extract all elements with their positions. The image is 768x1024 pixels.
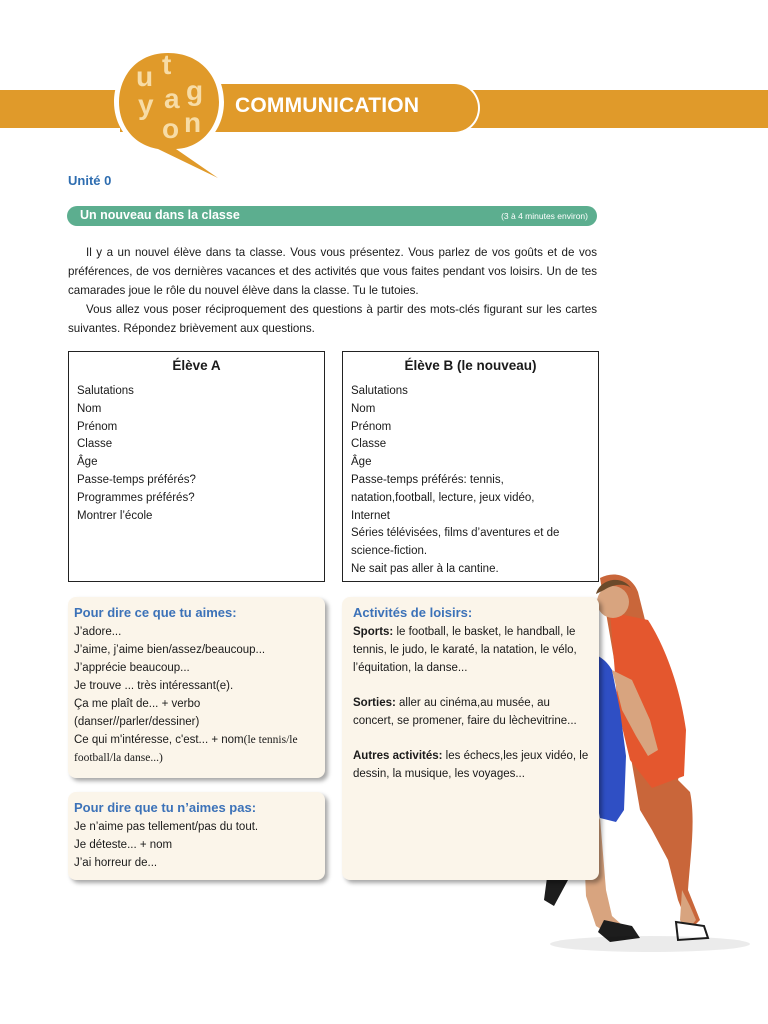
card-b-item: natation,football, lecture, jeux vidéo, — [351, 491, 535, 504]
card-b-item: Salutations — [351, 385, 408, 397]
likes-line-prefix: Ce qui m'intéresse, c'est... + nom — [74, 734, 244, 746]
logo-letter: t — [162, 49, 172, 80]
card-a-item: Salutations — [77, 385, 134, 397]
card-b-item: Passe-temps préférés: tennis, — [351, 473, 504, 486]
likes-line: (danser//parler/dessiner) — [74, 716, 200, 728]
section-title: Un nouveau dans la classe — [80, 208, 240, 222]
card-b-item: Prénom — [351, 420, 392, 433]
likes-line: Ça me plaît de... + verbo — [74, 698, 201, 710]
likes-line — [74, 731, 319, 749]
likes-box — [68, 597, 325, 778]
card-b-item: Âge — [351, 456, 372, 469]
card-a-item: Nom — [77, 402, 102, 415]
leisure-title: Activités de loisirs: — [353, 605, 473, 620]
leisure-outings-label: Sorties: — [353, 697, 396, 709]
intro-paragraph-1: Il y a un nouvel élève dans ta classe. Vous vous présentez. Vous parlez de vos goûts et de vos préférences, de vos dernières vacances et des activités que vous faites pendant vos loisirs. Un de tes camarades joue le rôle du nouvel élève dans la classe. Tu le tutoies. — [68, 246, 597, 297]
leisure-box — [342, 597, 599, 880]
card-a-item: Âge — [77, 456, 98, 469]
leisure-outings-text: aller au cinéma,au musée, au concert, se promener, faire du lèchevitrine... — [353, 697, 577, 727]
leisure-outings — [353, 694, 593, 730]
dislikes-line: Je n’aime pas tellement/pas du tout. — [74, 821, 259, 833]
leisure-sports — [353, 623, 593, 677]
dislikes-line: J’ai horreur de... — [74, 857, 158, 869]
card-b-item: Nom — [351, 402, 376, 415]
leisure-other-text: les échecs,les jeux vidéo, le dessin, la musique, les voyages... — [353, 750, 589, 780]
dislikes-box — [68, 792, 325, 880]
card-a-item: Passe-temps préférés? — [77, 473, 196, 486]
card-student-a — [68, 351, 325, 582]
leisure-other-label: Autres activités: — [353, 750, 443, 762]
card-b-title: Élève B (le nouveau) — [404, 358, 537, 373]
card-b-item: Internet — [351, 509, 390, 522]
leisure-other — [353, 747, 593, 783]
logo-letter: o — [162, 113, 180, 144]
card-b-item: Classe — [351, 438, 387, 451]
card-a-title: Élève A — [172, 358, 221, 373]
intro-text — [68, 243, 597, 338]
card-a-item: Prénom — [77, 420, 118, 433]
card-b-item: Séries télévisées, films d’aventures et de — [351, 527, 560, 540]
likes-line: J’aime, j’aime bien/assez/beaucoup... — [74, 644, 266, 656]
card-a-item: Programmes préférés? — [77, 491, 195, 504]
dislikes-line: Je déteste... + nom — [74, 839, 173, 851]
logo-letter: a — [164, 83, 180, 114]
likes-title: Pour dire ce que tu aimes: — [74, 605, 237, 620]
likes-line: J’adore... — [74, 626, 122, 638]
unit-label: Unité 0 — [68, 173, 112, 188]
card-student-b — [342, 351, 599, 582]
likes-line-suffix: (le tennis/le — [243, 734, 298, 746]
intro-paragraph-2: Vous allez vous poser réciproquement des questions à partir des mots-clés figurant sur les cartes suivantes. Répondez brièvement aux questions. — [68, 303, 597, 335]
card-a-item: Classe — [77, 438, 113, 451]
card-b-item: science-fiction. — [351, 545, 428, 558]
likes-line: J’apprécie beaucoup... — [74, 662, 190, 674]
page-title: COMMUNICATION — [235, 94, 420, 117]
logo-letter: u — [136, 61, 154, 92]
section-duration: (3 à 4 minutes environ) — [501, 211, 588, 221]
card-a-item: Montrer l’école — [77, 509, 153, 522]
speech-bubble-logo-icon — [106, 44, 231, 186]
likes-line: football/la danse...) — [74, 752, 163, 764]
leisure-sports-label: Sports: — [353, 626, 394, 638]
dislikes-title: Pour dire que tu n’aimes pas: — [74, 800, 257, 815]
likes-line: Je trouve ... très intéressant(e). — [74, 680, 234, 692]
logo-letter: g — [186, 75, 204, 106]
leisure-sports-text: le football, le basket, le handball, le tennis, le judo, le karaté, la natation, le vélo, l’équitation, la danse... — [353, 626, 577, 674]
logo-letter: n — [184, 107, 202, 138]
logo-letter: y — [138, 89, 154, 120]
card-b-item: Ne sait pas aller à la cantine. — [351, 562, 499, 575]
